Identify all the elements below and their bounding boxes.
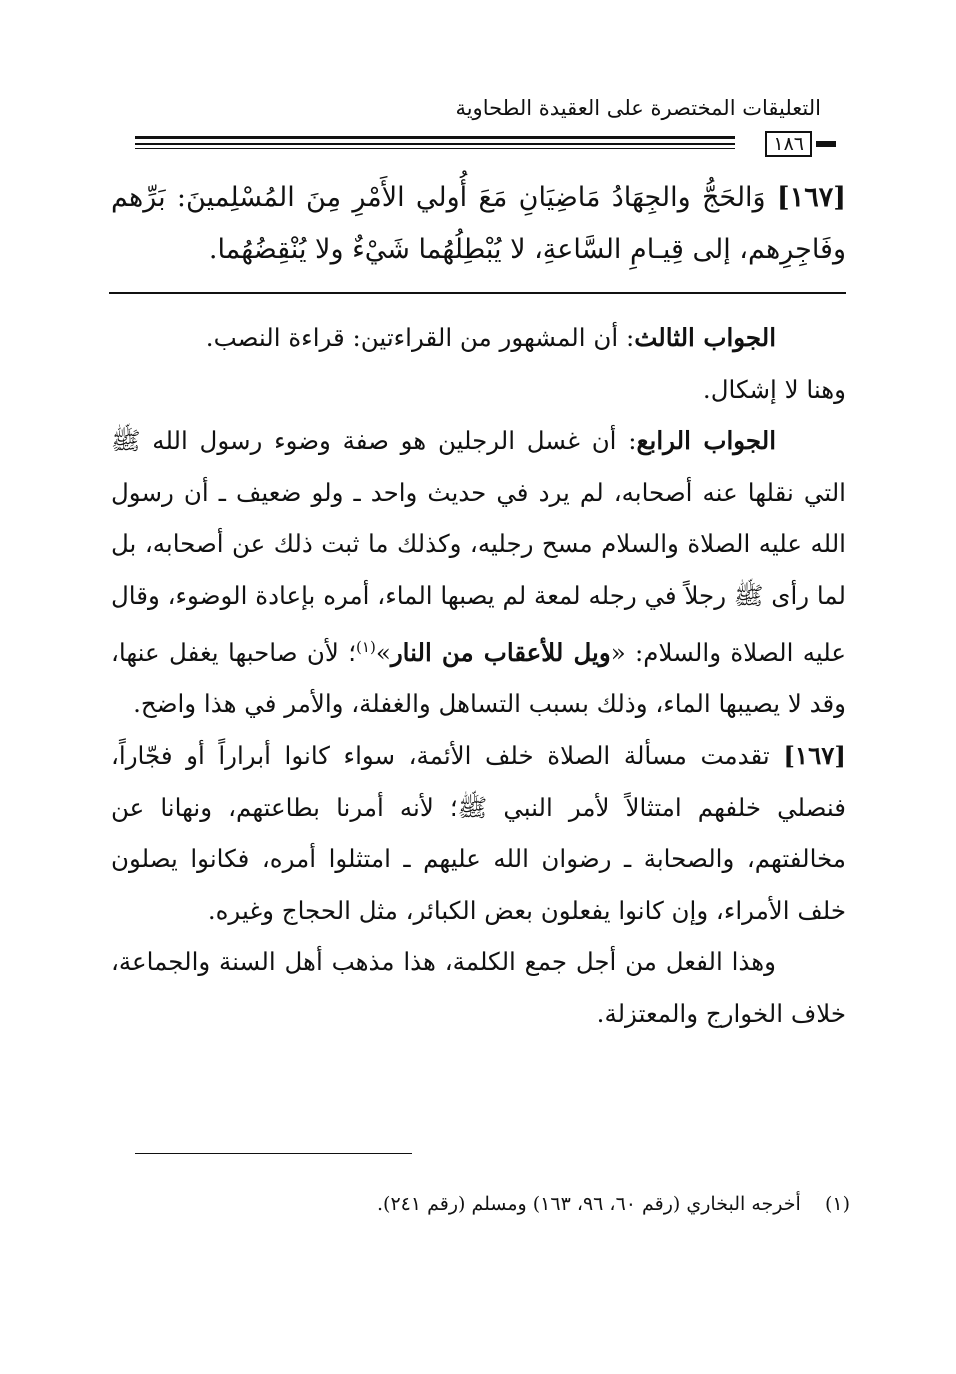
paragraph-conclusion: وهذا الفعل من أجل جمع الكلمة، هذا مذهب أهل السنة والجماعة، خلاف الخوارج والمعتزلة. — [111, 947, 846, 1028]
page-number-bar — [816, 141, 836, 147]
footnote-number: (١) — [824, 1193, 850, 1215]
third-answer-text: : أن المشهور من القراءتين: قراءة النصب. — [205, 323, 635, 352]
footnote — [130, 1190, 850, 1218]
matn-separator — [109, 292, 846, 294]
fourth-answer-heading: الجواب الرابع — [636, 426, 776, 456]
commentary-body — [111, 312, 846, 1039]
header-rule-thin — [135, 148, 735, 149]
header-rule — [135, 136, 735, 145]
matn-text-block — [111, 172, 846, 276]
paragraph-comment — [111, 730, 846, 936]
matn-text: وَالحَجُّ والجِهَادُ مَاضِيَانِ مَعَ أُولي الأَمْرِ مِنَ المُسْلِمينَ: بَرِّهم وفَاجِرِهم، إلى قِيـامِ السَّاعةِ، لا يُبْطِلُهُما شَيْءٌ ولا يُنْقِضُهُما. — [111, 182, 846, 265]
footnote-text: أخرجه البخاري (رقم ٦٠، ٩٦، ١٦٣) ومسلم (رقم ٢٤١). — [377, 1193, 801, 1215]
third-answer-heading: الجواب الثالث — [634, 323, 776, 352]
running-title: التعليقات المختصرة على العقيدة الطحاوية — [455, 96, 821, 120]
page-number: ١٨٦ — [765, 131, 812, 157]
footnote-reference[interactable]: (١) — [356, 637, 376, 656]
matn-number: [١٦٧] — [776, 182, 846, 213]
fourth-answer-end: ؛ لأن صاحبها يغفل عنها، وقد لا يصيبها الماء، وذلك بسبب التساهل والغفلة، والأمر في هذا واضح. — [111, 637, 846, 719]
hadith-close: » — [375, 637, 391, 667]
fourth-answer-text: : أن غسل الرجلين هو صفة وضوء رسول الله ﷺ التي نقلها عنه أصحابه، لم يرد في حديث واحد ـ ولو ضعيف ـ أن رسول الله عليه الصلاة والسلام مسح رجليه، وكذلك ما ثبت ذلك عن أصحابه، بل لما رأى ﷺ رجلاً في رجله لمعة لم يصبها الماء، أمره بإعادة الوضوء، وقال عليه الصلاة والسلام: « — [111, 426, 846, 667]
footnote-separator — [135, 1153, 412, 1154]
comment-text: تقدمت مسألة الصلاة خلف الأئمة، سواء كانوا أبراراً أو فجّاراً، فنصلي خلفهم امتثالاً لأمر النبي ﷺ؛ لأنه أمرنا بطاعتهم، ونهانا عن مخالفتهم، والصحابة ـ رضوان الله عليهم ـ امتثلوا أمره، فكانوا يصلون خلف الأمراء، وإن كانوا يفعلون بعض الكبائر، مثل الحجاج وغيره. — [111, 740, 846, 925]
paragraph-no-problem: وهنا لا إشكال. — [702, 374, 846, 404]
hadith-quote: ويل للأعقاب من النار — [390, 637, 611, 667]
paragraph-third-answer — [111, 312, 846, 364]
paragraph-fourth-answer — [111, 415, 846, 730]
comment-number: [١٦٧] — [783, 740, 846, 770]
